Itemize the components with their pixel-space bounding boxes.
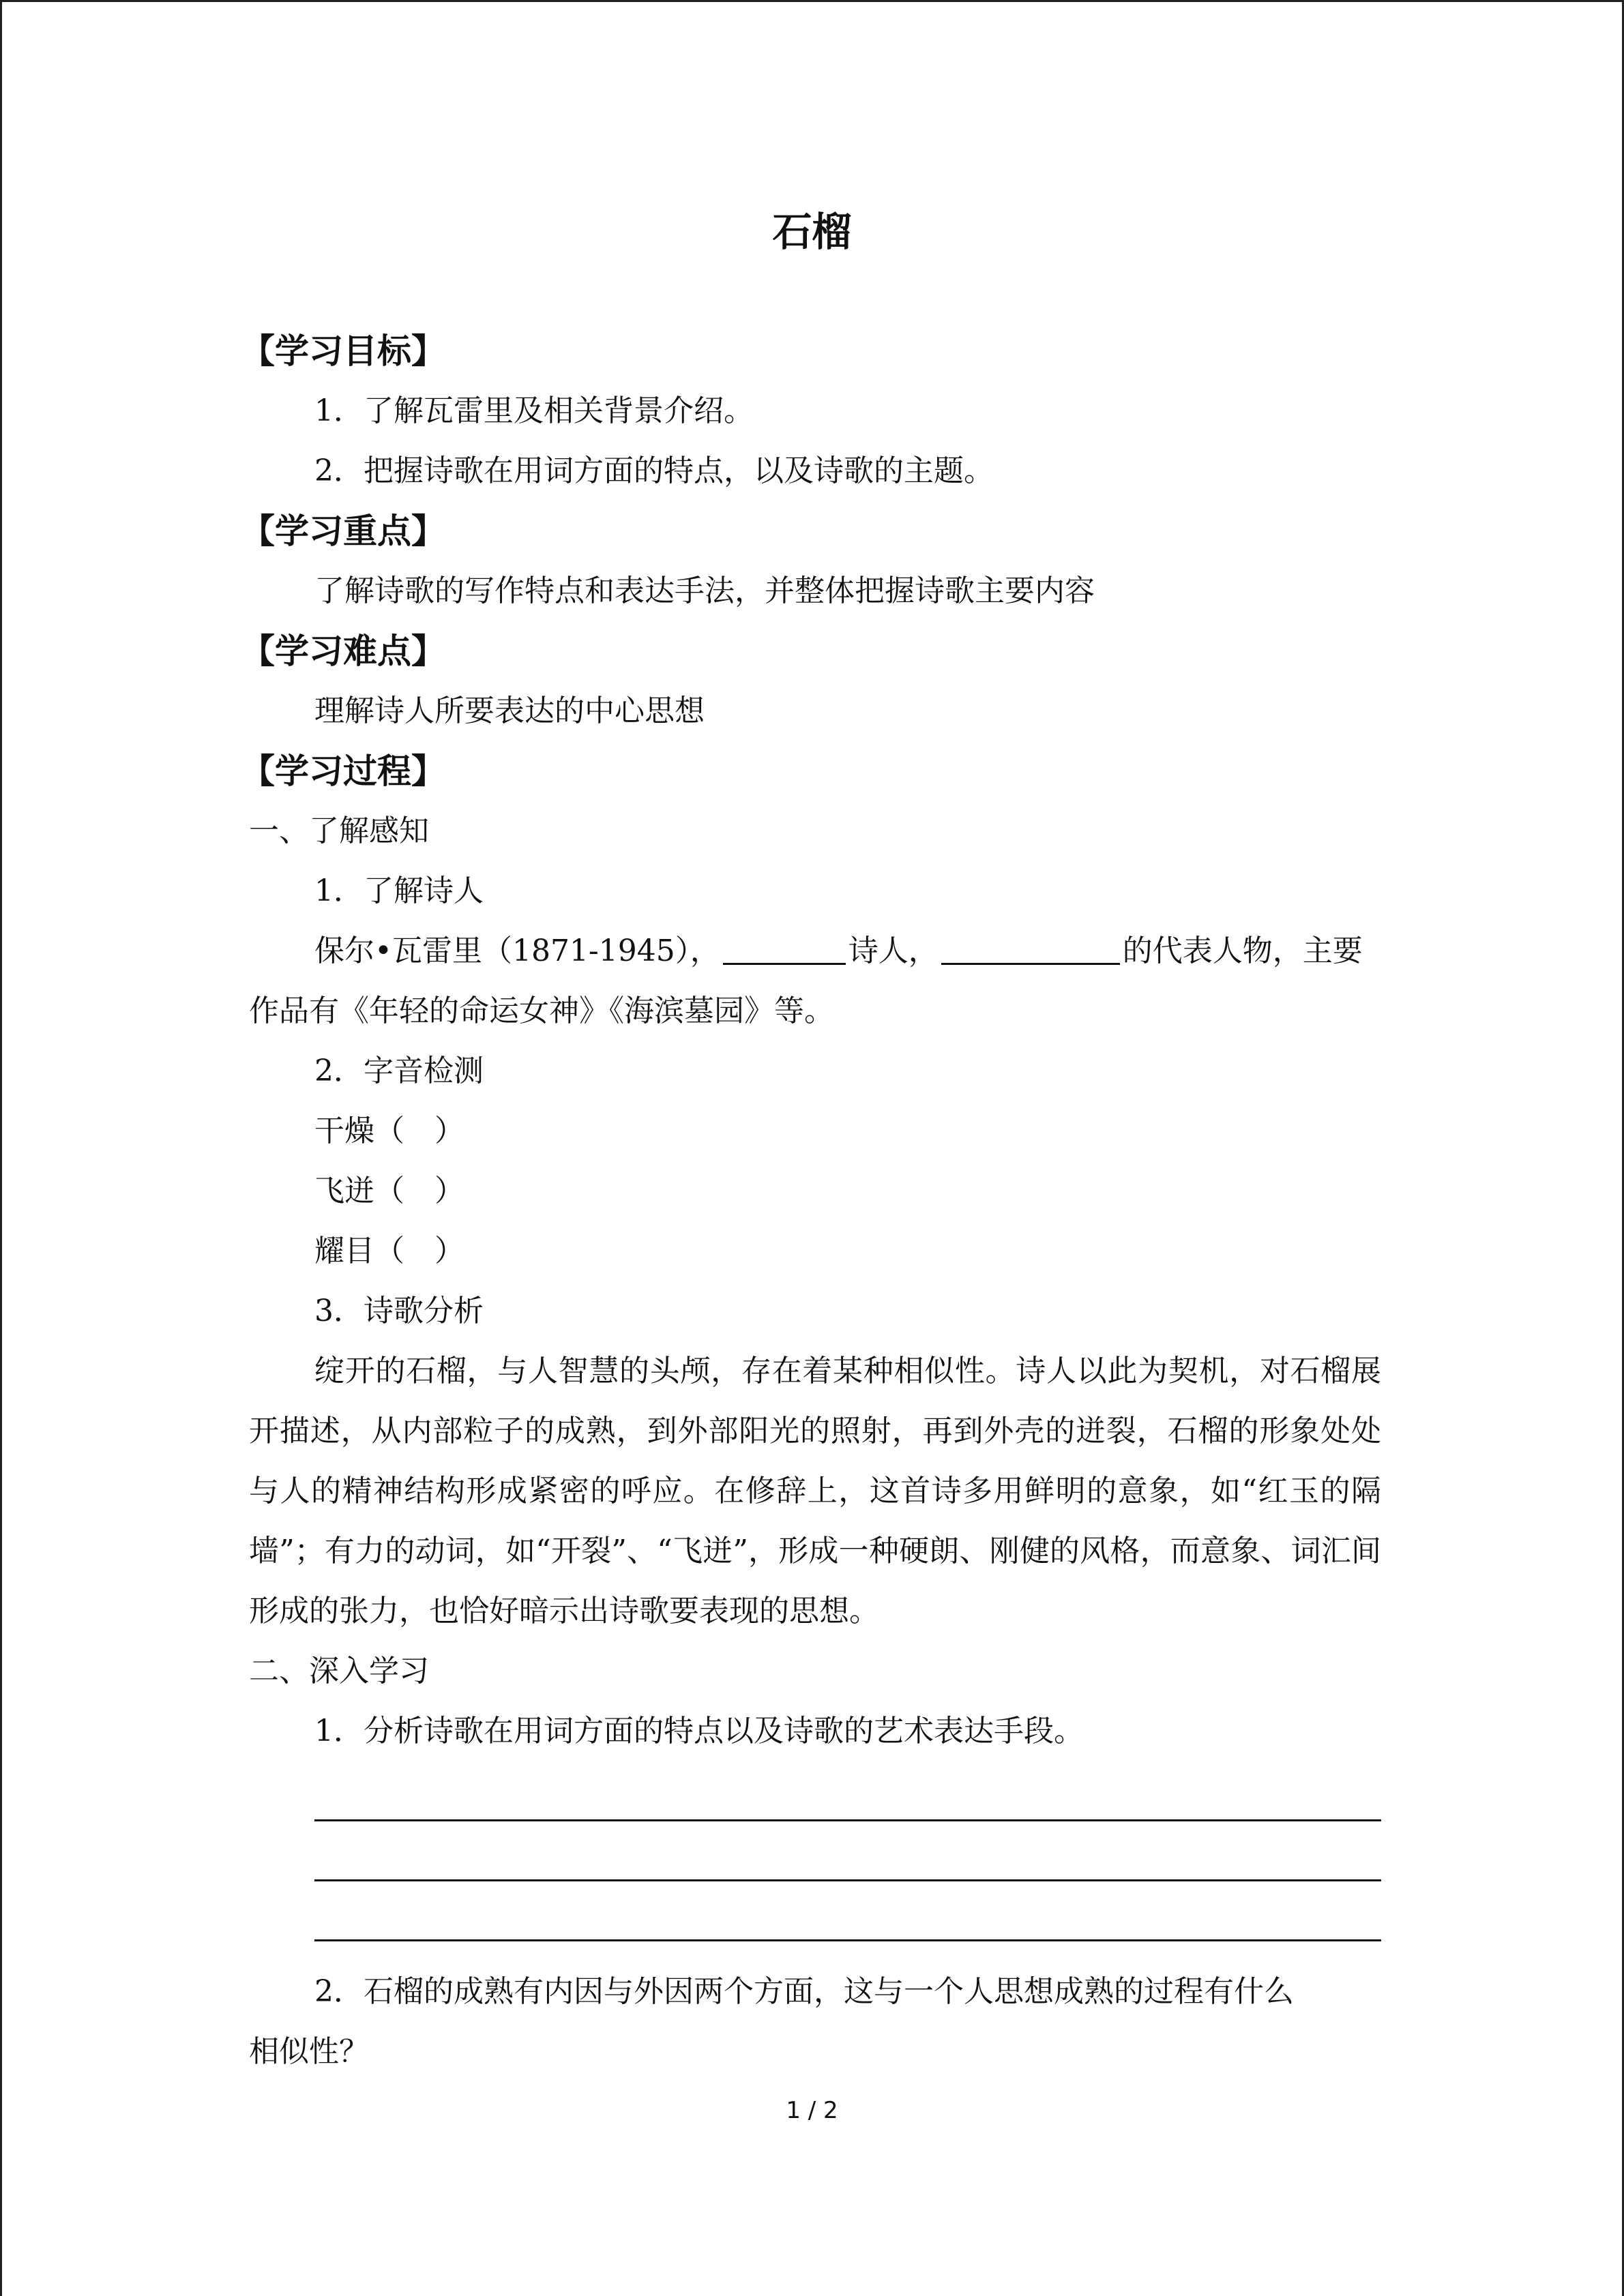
question-2-line-1: 2．石榴的成熟有内因与外因两个方面，这与一个人思想成熟的过程有什么 xyxy=(314,1974,1294,2009)
answer-line-2[interactable] xyxy=(314,1821,1381,1881)
heading-learning-goals: 【学习目标】 xyxy=(241,331,445,371)
part1-title: 一、了解感知 xyxy=(249,814,429,848)
difficulties-text: 理解诗人所要表达的中心思想 xyxy=(314,694,705,728)
poet-intro-line xyxy=(249,921,1381,981)
fill-blank-school[interactable] xyxy=(941,933,1120,965)
poet-text-c: 的代表人物，主要 xyxy=(1122,934,1363,968)
poet-text-b: 诗人， xyxy=(848,934,939,968)
answer-line-1[interactable] xyxy=(314,1761,1381,1821)
heading-difficulties: 【学习难点】 xyxy=(241,631,445,671)
answer-line-3[interactable] xyxy=(314,1881,1381,1941)
page-number: 1 / 2 xyxy=(786,2097,838,2124)
goal-item-2: 2．把握诗歌在用词方面的特点，以及诗歌的主题。 xyxy=(314,453,994,488)
poet-works-line: 作品有《年轻的命运女神》《海滨墓园》等。 xyxy=(249,994,834,1028)
item-understand-poet: 1．了解诗人 xyxy=(314,874,484,908)
document-body xyxy=(241,321,1381,2082)
answer-gap xyxy=(249,1941,1381,1962)
pinyin-item-2: 飞迸（ ） xyxy=(314,1174,464,1208)
item-pronunciation: 2．字音检测 xyxy=(314,1054,484,1088)
pinyin-item-3: 耀目（ ） xyxy=(314,1234,464,1268)
question-1: 1．分析诗歌在用词方面的特点以及诗歌的艺术表达手段。 xyxy=(314,1714,1084,1748)
question-2-line-2: 相似性？ xyxy=(249,2034,369,2069)
page-title: 石榴 xyxy=(772,209,852,255)
item-poem-analysis: 3．诗歌分析 xyxy=(314,1294,484,1328)
analysis-paragraph: 绽开的石榴，与人智慧的头颅，存在着某种相似性。诗人以此为契机，对石榴展开描述，从内部粒子的成熟，到外部阳光的照射，再到外壳的迸裂，石榴的形象处处与人的精神结构形成紧密的呼应。在修辞上，这首诗多用鲜明的意象，如“红玉的隔墙”；有力的动词，如“开裂”、“飞迸”，形成一种硬朗、刚健的风格，而意象、词汇间形成的张力，也恰好暗示出诗歌要表现的思想。 xyxy=(249,1354,1381,1628)
pinyin-item-1: 干燥（ ） xyxy=(314,1114,464,1148)
key-points-text: 了解诗歌的写作特点和表达手法，并整体把握诗歌主要内容 xyxy=(314,573,1095,608)
part2-title: 二、深入学习 xyxy=(249,1654,429,1688)
fill-blank-nationality[interactable] xyxy=(723,933,846,965)
poet-text-a: 保尔•瓦雷里（1871-1945）， xyxy=(314,934,720,968)
goal-item-1: 1．了解瓦雷里及相关背景介绍。 xyxy=(314,393,754,428)
heading-learning-process: 【学习过程】 xyxy=(241,751,445,791)
heading-key-points: 【学习重点】 xyxy=(241,511,445,551)
